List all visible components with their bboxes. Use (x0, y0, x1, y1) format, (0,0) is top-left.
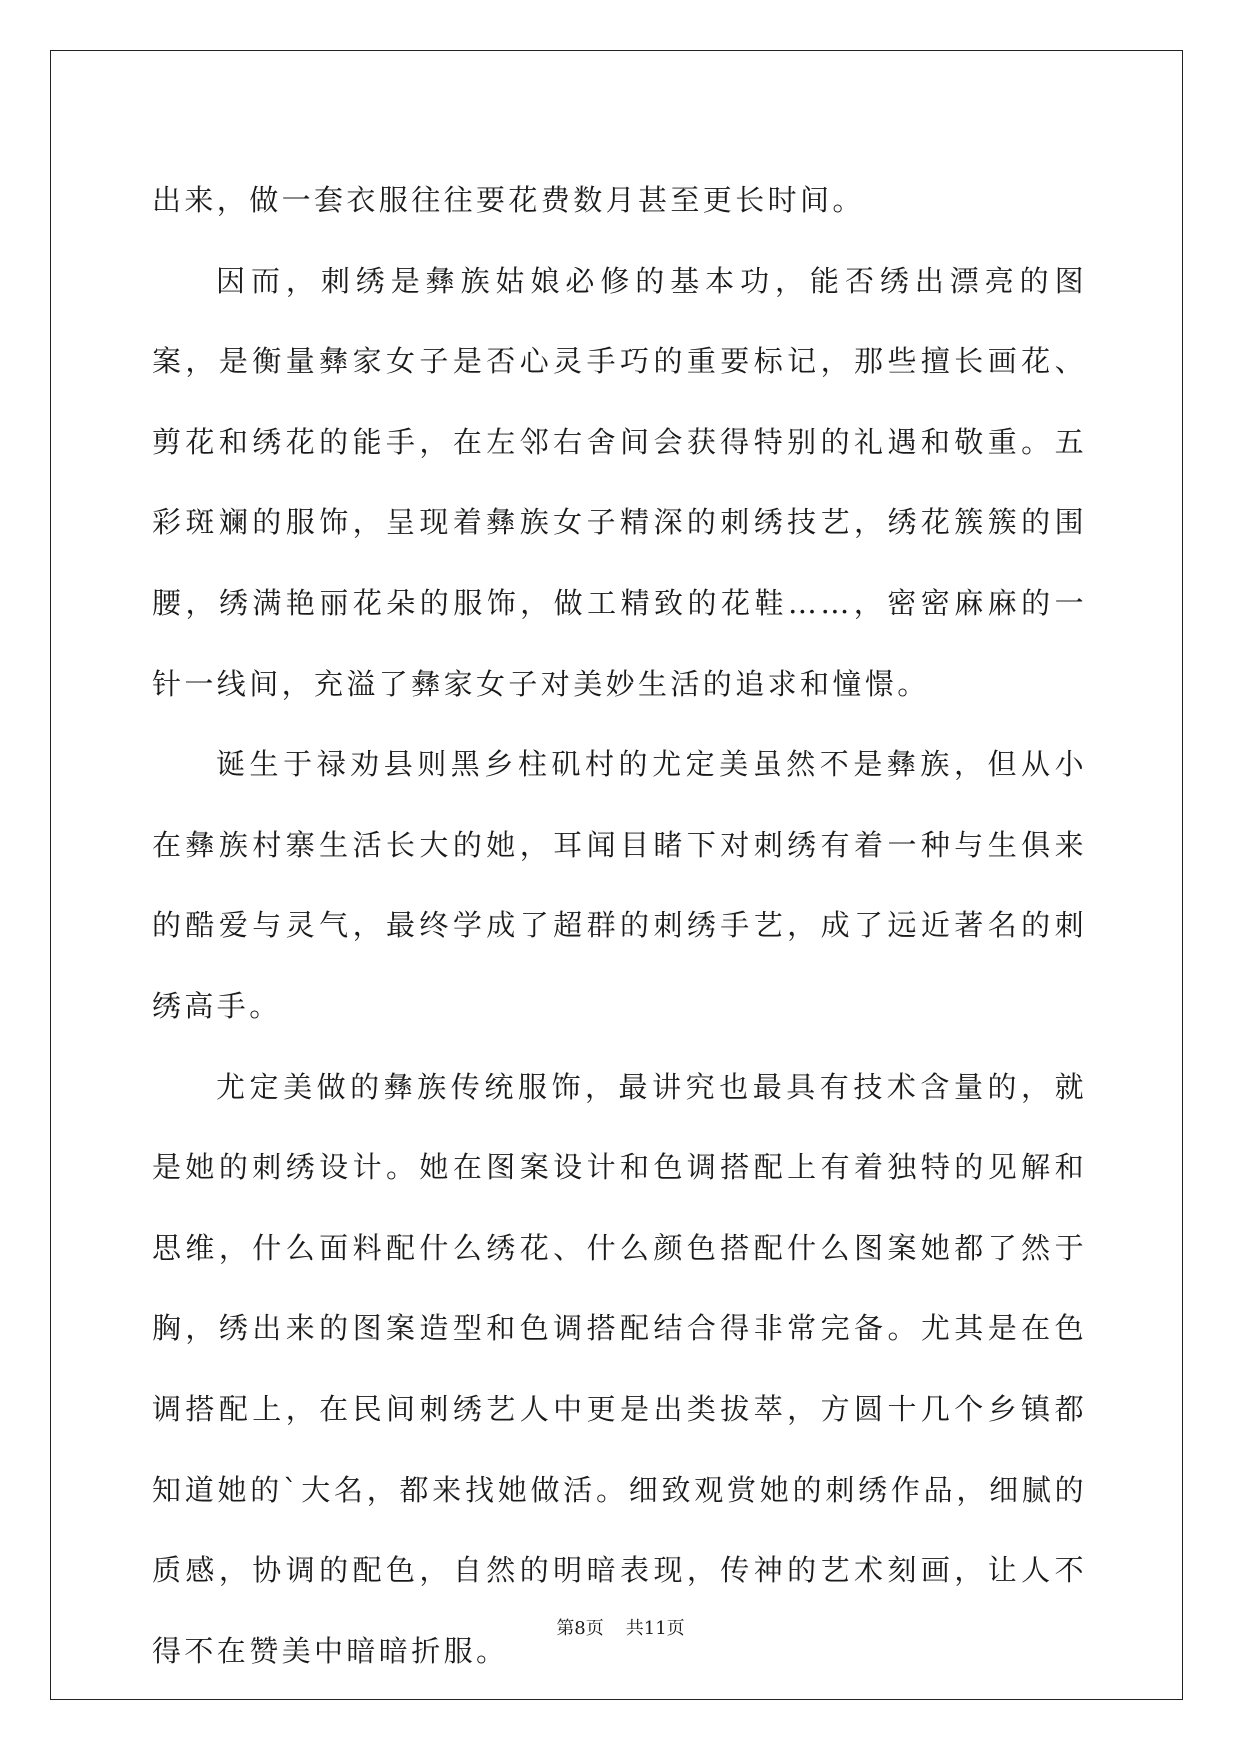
paragraph-2: 因而，刺绣是彝族姑娘必修的基本功，能否绣出漂亮的图案，是衡量彝家女子是否心灵手巧的重要标记，那些擅长画花、剪花和绣花的能手，在左邻右舍间会获得特别的礼遇和敬重。五彩斑斓的服饰，呈现着彝族女子精深的刺绣技艺，绣花簇簇的围腰，绣满艳丽花朵的服饰，做工精致的花鞋……，密密麻麻的一针一线间，充溢了彝家女子对美妙生活的追求和憧憬。 (152, 263, 1087, 701)
paragraph-4: 尤定美做的彝族传统服饰，最讲究也最具有技术含量的，就是她的刺绣设计。她在图案设计和色调搭配上有着独特的见解和思维，什么面料配什么绣花、什么颜色搭配什么图案她都了然于胸，绣出来的图案造型和色调搭配结合得非常完备。尤其是在色调搭配上，在民间刺绣艺人中更是出类拔萃，方圆十几个乡镇都知道她的`大名，都来找她做活。细致观赏她的刺绣作品，细腻的质感，协调的配色，自然的明暗表现，传神的艺术刻画，让人不得不在赞美中暗暗折服。 (152, 1069, 1087, 1668)
paragraph-1: 出来，做一套衣服往往要花费数月甚至更长时间。 (152, 183, 865, 217)
page-number: 第8页 (556, 1618, 604, 1639)
page-total: 共11页 (625, 1618, 685, 1639)
paragraph-3: 诞生于禄劝县则黑乡柱矶村的尤定美虽然不是彝族，但从小在彝族村寨生活长大的她，耳闻目睹下对刺绣有着一种与生俱来的酷爱与灵气，最终学成了超群的刺绣手艺，成了远近著名的刺绣高手。 (152, 747, 1087, 1023)
document-body (152, 160, 1087, 1691)
page-footer (0, 1617, 1241, 1641)
